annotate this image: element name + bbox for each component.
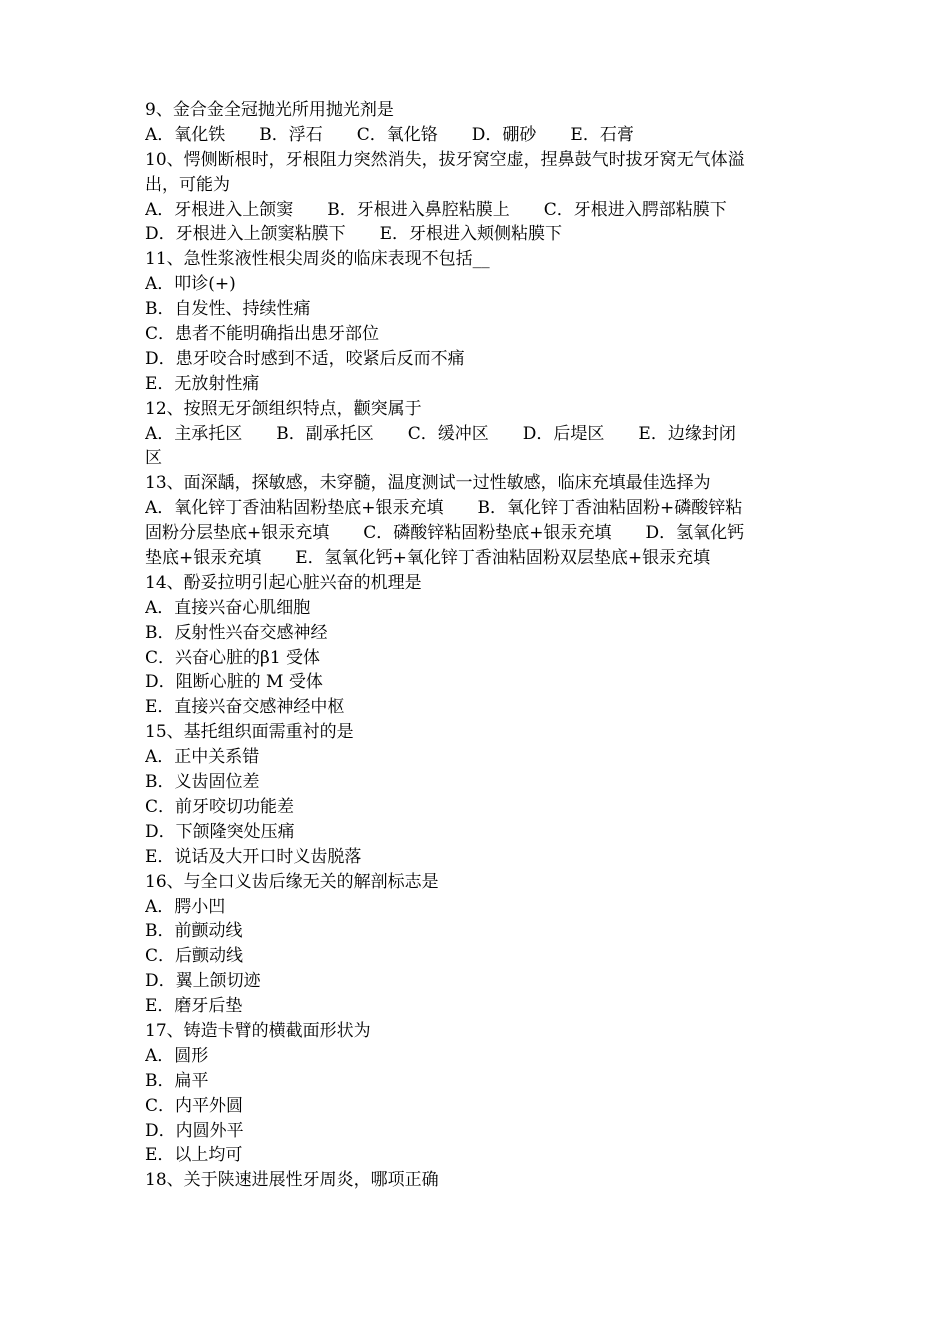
question-16-option-b: B．前颤动线: [145, 921, 243, 942]
question-9-options: A．氧化铁 B．浮石 C．氧化铬 D．硼砂 E．石膏: [145, 124, 634, 145]
question-11-option-b: B．自发性、持续性痛: [145, 299, 311, 320]
question-16-option-d: D．翼上颌切迹: [145, 971, 261, 992]
question-15-option-e: E．说话及大开口时义齿脱落: [145, 846, 362, 867]
question-14-option-a: A．直接兴奋心肌细胞: [145, 597, 311, 618]
question-14: 14、酚妥拉明引起心脏兴奋的机理是: [145, 572, 422, 593]
question-14-option-c: C．兴奋心脏的β1 受体: [145, 647, 321, 668]
question-10-options-row-1: A．牙根进入上颌窦 B．牙根进入鼻腔粘膜上 C．牙根进入腭部粘膜下: [145, 199, 727, 220]
question-18: 18、关于陕速进展性牙周炎，哪项正确: [145, 1170, 439, 1191]
question-16-option-a: A．腭小凹: [145, 896, 226, 917]
question-10-continued: 出，可能为: [145, 174, 230, 195]
question-11-option-e: E．无放射性痛: [145, 373, 260, 394]
question-13-options-row-2: 固粉分层垫底+银汞充填 C．磷酸锌粘固粉垫底+银汞充填 D．氢氧化钙: [145, 523, 745, 544]
question-16-option-e: E．磨牙后垫: [145, 996, 243, 1017]
question-10: 10、愕侧断根时，牙根阻力突然消失，拔牙窝空虚，捏鼻鼓气时拔牙窝无气体溢: [145, 149, 745, 170]
question-17-option-e: E．以上均可: [145, 1145, 243, 1166]
question-15-option-d: D．下颌隆突处压痛: [145, 821, 295, 842]
question-14-option-d: D．阻断心脏的 M 受体: [145, 672, 323, 693]
question-17-option-d: D．内圆外平: [145, 1120, 244, 1141]
question-16: 16、与全口义齿后缘无关的解剖标志是: [145, 871, 439, 892]
question-17-option-a: A．圆形: [145, 1045, 209, 1066]
question-11: 11、急性浆液性根尖周炎的临床表现不包括__: [145, 249, 490, 270]
question-15-option-c: C．前牙咬切功能差: [145, 796, 295, 817]
question-13-options-row-3: 垫底+银汞充填 E．氢氧化钙+氧化锌丁香油粘固粉双层垫底+银汞充填: [145, 548, 711, 569]
question-12: 12、按照无牙颌组织特点，颧突属于: [145, 398, 422, 419]
question-15: 15、基托组织面需重衬的是: [145, 722, 354, 743]
question-11-option-d: D．患牙咬合时感到不适，咬紧后反而不痛: [145, 348, 465, 369]
question-17-option-b: B．扁平: [145, 1070, 209, 1091]
question-14-option-e: E．直接兴奋交感神经中枢: [145, 697, 345, 718]
question-16-option-c: C．后颤动线: [145, 946, 244, 967]
question-15-option-b: B．义齿固位差: [145, 772, 260, 793]
question-13: 13、面深龋，探敏感，未穿髓，温度测试一过性敏感，临床充填最佳选择为: [145, 473, 711, 494]
question-14-option-b: B．反射性兴奋交感神经: [145, 622, 328, 643]
question-11-option-a: A．叩诊(+): [145, 274, 236, 295]
question-12-options-continued: 区: [145, 448, 162, 469]
document-body: [145, 98, 817, 1193]
question-17: 17、铸造卡臂的横截面形状为: [145, 1020, 371, 1041]
question-11-option-c: C．患者不能明确指出患牙部位: [145, 324, 380, 345]
question-10-options-row-2: D．牙根进入上颌窦粘膜下 E．牙根进入颊侧粘膜下: [145, 224, 563, 245]
question-15-option-a: A．正中关系错: [145, 747, 260, 768]
question-13-options-row-1: A．氧化锌丁香油粘固粉垫底+银汞充填 B．氧化锌丁香油粘固粉+磷酸锌粘: [145, 498, 743, 519]
question-17-option-c: C．内平外圆: [145, 1095, 244, 1116]
question-12-options: A．主承托区 B．副承托区 C．缓冲区 D．后堤区 E．边缘封闭: [145, 423, 736, 444]
question-9: 9、金合金全冠抛光所用抛光剂是: [145, 100, 394, 120]
